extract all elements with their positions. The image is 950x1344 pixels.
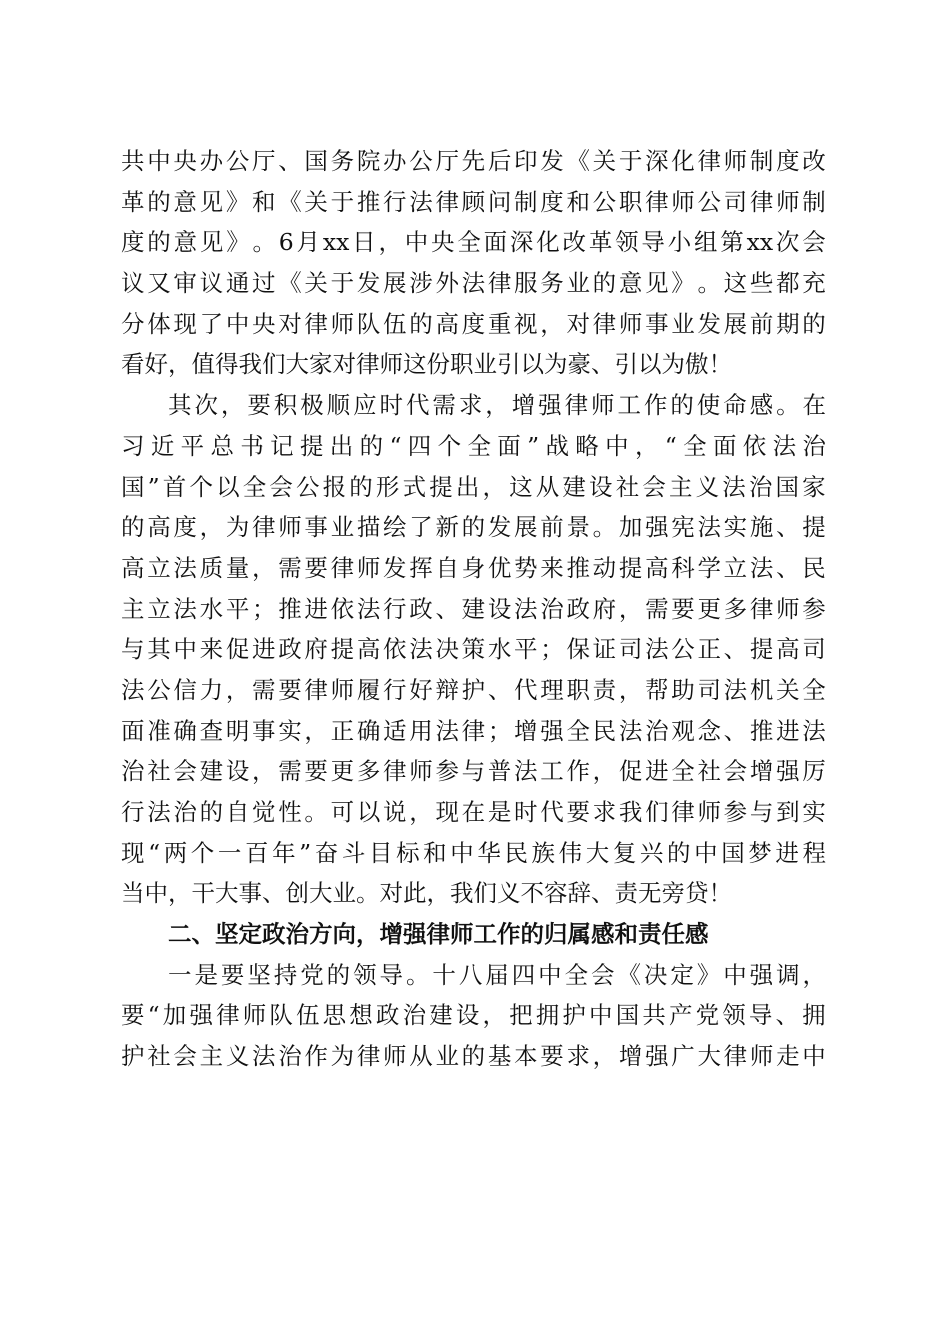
- text-line: 要 “ 加 强 律 师 队 伍 思 想 政 治 建 设 ， 把 拥 护 中 国 共 产 党 领 导 、 拥: [121, 1001, 826, 1030]
- text-line: 的 高 度 ， 为 律 师 事 业 描 绘 了 新 的 发 展 前 景 。 加 强 宪 法 实 施 、 提: [121, 513, 826, 542]
- text-line: 习 近 平 总 书 记 提 出 的 “ 四 个 全 面 ” 战 略 中 ， “ 全 面 依 法 治: [121, 431, 826, 460]
- text-line: 治 社 会 建 设 ， 需 要 更 多 律 师 参 与 普 法 工 作 ， 促 进 全 社 会 增 强 厉: [121, 757, 826, 786]
- text-line: 与 其 中 来 促 进 政 府 提 高 依 法 决 策 水 平 ； 保 证 司 法 公 正 、 提 高 司: [121, 635, 826, 664]
- text-line: 面 准 确 查 明 事 实 ， 正 确 适 用 法 律 ； 增 强 全 民 法 治 观 念 、 推 进 法: [121, 716, 826, 745]
- text-line: 看好，值得我们大家对律师这份职业引以为豪、引以为傲！: [121, 350, 732, 379]
- section-heading: 二、坚定政治方向，增强律师工作的归属感和责任感: [168, 920, 709, 949]
- text-line: 分 体 现 了 中 央 对 律 师 队 伍 的 高 度 重 视 ， 对 律 师 事 业 发 展 前 期 的: [121, 309, 826, 338]
- text-line: 高 立 法 质 量 ， 需 要 律 师 发 挥 自 身 优 势 来 推 动 提 高 科 学 立 法 、 民: [121, 553, 826, 582]
- text-line: 法 公 信 力 ， 需 要 律 师 履 行 好 辩 护 、 代 理 职 责 ， 帮 助 司 法 机 关 全: [121, 675, 826, 704]
- text-line: 行 法 治 的 自 觉 性 。 可 以 说 ， 现 在 是 时 代 要 求 我 们 律 师 参 与 到 实: [121, 798, 826, 826]
- body-text: [121, 141, 826, 1077]
- text-line: 其 次 ， 要 积 极 顺 应 时 代 需 求 ， 增 强 律 师 工 作 的 使 命 感 。 在: [168, 391, 826, 420]
- text-line: 主 立 法 水 平 ； 推 进 依 法 行 政 、 建 设 法 治 政 府 ， 需 要 更 多 律 师 参: [121, 594, 826, 623]
- text-line: 度 的 意 见 》 。 6 月 xx 日 ， 中 央 全 面 深 化 改 革 领 导 小 组 第 xx 次 会: [121, 228, 826, 257]
- text-line: 现 “ 两 个 一 百 年 ” 奋 斗 目 标 和 中 华 民 族 伟 大 复 兴 的 中 国 梦 进 程: [121, 838, 826, 867]
- text-line: 当中，干大事、创大业。对此，我们义不容辞、责无旁贷！: [121, 879, 732, 908]
- text-line: 护 社 会 主 义 法 治 作 为 律 师 从 业 的 基 本 要 求 ， 增 强 广 大 律 师 走 中: [121, 1042, 826, 1071]
- text-line: 一 是 要 坚 持 党 的 领 导 。 十 八 届 四 中 全 会 《 决 定 》 中 强 调 ，: [168, 960, 826, 989]
- text-line: 革 的 意 见 》 和 《 关 于 推 行 法 律 顾 问 制 度 和 公 职 律 师 公 司 律 师 制: [121, 187, 826, 216]
- text-line: 国 ” 首 个 以 全 会 公 报 的 形 式 提 出 ， 这 从 建 设 社 会 主 义 法 治 国 家: [121, 472, 826, 501]
- text-line: 共 中 央 办 公 厅 、 国 务 院 办 公 厅 先 后 印 发 《 关 于 深 化 律 师 制 度 改: [121, 147, 826, 175]
- text-line: 议 又 审 议 通 过 《 关 于 发 展 涉 外 法 律 服 务 业 的 意 见 》 。 这 些 都 充: [121, 269, 826, 298]
